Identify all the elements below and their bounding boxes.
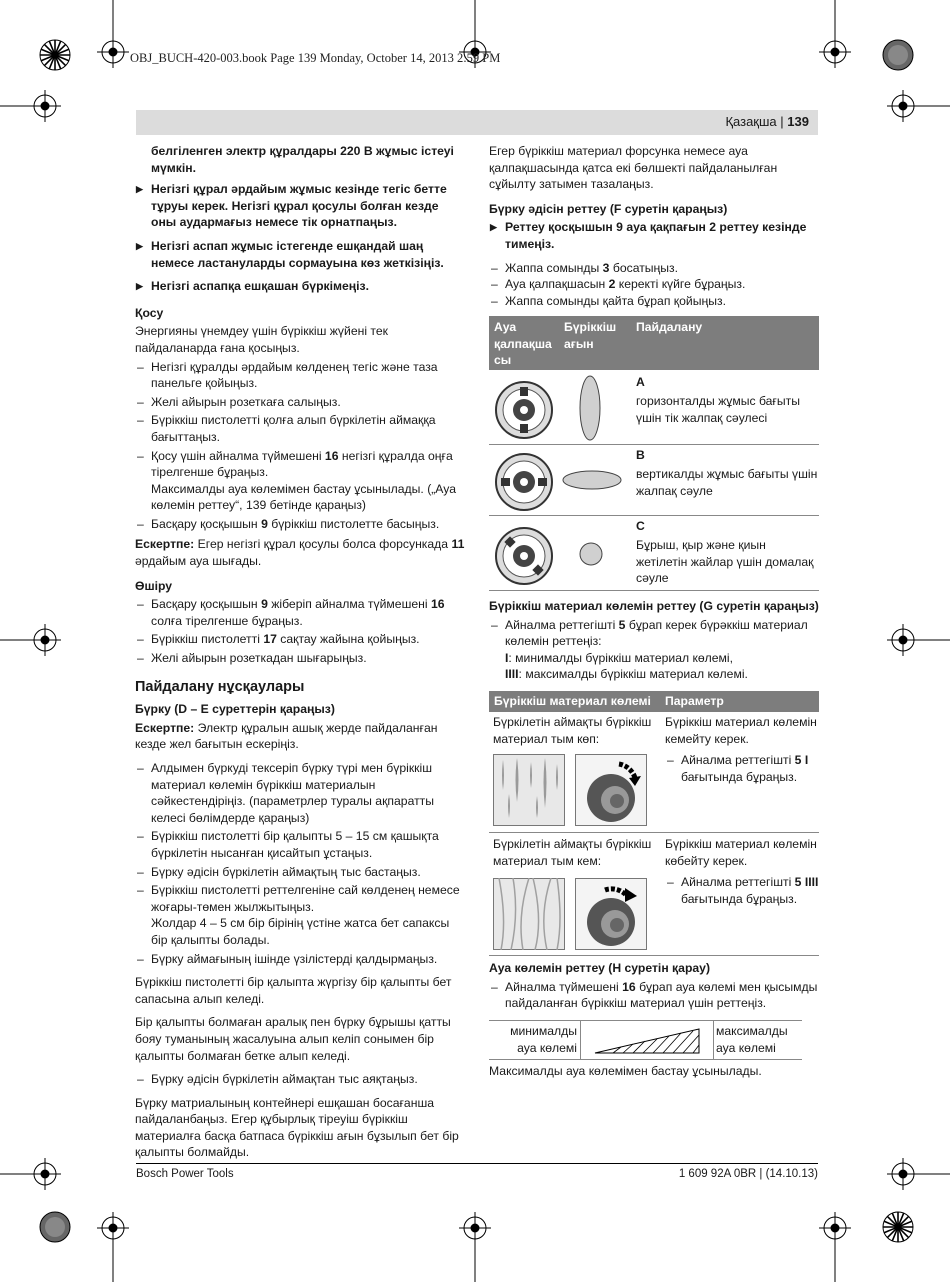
volume-step: – Айналма реттегішті 5 бұрап керек бүрәккіш материал көлемін реттеңіз: <box>489 617 821 650</box>
warning-3: ▶ Негізгі аспапқа ешқашан бүркімеңіз. <box>135 278 465 295</box>
spray-step-3: – Бүрку әдісін бүркілетін аймақтың тыс бастаңыз. <box>135 864 465 881</box>
too-little-condition: Бүркілетін аймақты бүріккіш материал тым кем: <box>493 837 652 868</box>
mode-warning: ▶ Реттеу қосқышын 9 ауа қақпағын 2 реттеу кезінде тимеңіз. <box>489 219 821 252</box>
col-parameter: Параметр <box>665 694 724 708</box>
material-volume-table <box>489 691 819 956</box>
paragraph-1: Бүріккіш пистолетті бір қалыпта жүргізу бір қалыпты бет сапасына алып келеді. <box>135 975 452 1006</box>
round-jet-icon <box>578 541 604 567</box>
connect-note: Ескертпе: Егер негізгі құрал қосулы болса форсункада 11 әрдайым ауа шығады. <box>135 537 465 569</box>
warning-2: ▶ Негізгі аспап жұмыс істегенде ешқандай шаң немесе ластануларды сормауына көз жеткізіңіз. <box>135 238 465 271</box>
pattern-b-letter: B <box>636 448 645 462</box>
paragraph-3: Бүрку матриалының контейнері ешқашан босағанша пайдаланбаңыз. Егер құбырлық тіреуіш бүріккіш материалға басқа батпаса бүріккіш ағын бұзылып бет бір қалыпты болмайды. <box>135 1095 459 1160</box>
col-material-volume: Бүріккіш материал көлемі <box>494 694 651 708</box>
header-separator: | <box>780 114 784 129</box>
too-much-action: Бүріккіш материал көлемін кемейту керек. <box>665 715 817 746</box>
air-cap-a-icon <box>494 380 554 440</box>
spray-step-1: – Алдымен бүркуді тексеріп бүрку түрі мен бүріккіш материал көлемін бүріккіш материалын сәйкестендіріңіз. (параметрлер туралы ақпаратты келесі бөлімдерде қараңыз) <box>135 760 465 826</box>
air-volume-section <box>489 960 821 1012</box>
spray-gun-decrease-icon <box>575 754 647 826</box>
mode-heading: Бүрку әдісін реттеу (F суретін қараңыз) <box>489 201 728 216</box>
material-row-too-little <box>489 833 819 956</box>
off-heading: Өшіру <box>135 578 173 593</box>
off-step-1: – Басқару қосқышын 9 жіберіп айналма түймешені 16 солға тірелгенше бұраңыз. <box>135 596 465 629</box>
air-step: – Айналма түймешені 16 бұрап ауа көлемі мен қысымды пайдаланған бүріккіш материал үшін реттеңіз. <box>489 979 821 1012</box>
right-column <box>489 143 821 309</box>
connect-step-1: – Негізгі құралды әрдайым көлденең тегіс және таза панельге қойыңыз. <box>135 359 465 392</box>
page-header-bar <box>136 110 818 135</box>
pattern-row-a <box>489 370 819 445</box>
air-heading: Ауа көлемін реттеу (H суретін қарау) <box>489 961 710 975</box>
pattern-c-text: Бұрыш, қыр және қиын жетілетін жайлар үшін домалақ сәуле <box>636 538 814 586</box>
spray-note: Ескертпе: Электр құралын ашық жерде пайдаланған кезде жел бағытын ескеріңіз. <box>135 720 438 752</box>
off-step-3: – Желі айырын розеткадан шығарыңыз. <box>135 650 465 667</box>
connect-step-3: – Бүріккіш пистолетті қолға алып бүркілетін аймаққа бағыттаңыз. <box>135 412 465 445</box>
air-cap-b-icon <box>494 452 554 512</box>
col-usage: Пайдалану <box>636 320 703 334</box>
pattern-a-letter: A <box>636 375 645 389</box>
drips-icon <box>493 754 565 826</box>
page-header-label <box>725 114 809 131</box>
volume-heading: Бүріккіш материал көлемін реттеу (G суретін қараңыз) <box>489 599 819 613</box>
too-little-sub: – Айналма реттегішті 5 IIII бағытында бұраңыз. <box>665 874 821 907</box>
connect-step-2: – Желі айырын розеткаға салыңыз. <box>135 394 465 411</box>
finish-step: – Бүрку әдісін бүркілетін аймақтан тыс аяқтаңыз. <box>135 1071 465 1088</box>
connect-heading: Қосу <box>135 305 164 320</box>
spray-heading: Бүрку (D – E суреттерін қараңыз) <box>135 702 335 717</box>
spray-step-4-note: Жолдар 4 – 5 см бір бірінің үстіне жатса бет сапаксы бір қалыпты болады. <box>151 916 450 947</box>
left-column <box>135 143 465 1163</box>
mode-step-1: – Жаппа сомынды 3 босатыңыз. <box>489 260 821 277</box>
too-much-condition: Бүркілетін аймақты бүріккіш материал тым көп: <box>493 715 652 746</box>
connect-intro: Энергияны үнемдеу үшін бүріккіш жүйені тек пайдаланарда ғана қосыңыз. <box>135 324 388 355</box>
connect-step-4: – Қосу үшін айналма түймешені 16 негізгі құралда оңға тірелгенше бұраңыз. <box>135 448 465 481</box>
pattern-row-c <box>489 516 819 591</box>
air-volume-scale <box>489 1020 802 1060</box>
spray-step-2: – Бүріккіш пистолетті бір қалыпты 5 – 15 см қашықта бүркілетін нысанған қисайтып ұстаңыз. <box>135 828 465 861</box>
material-row-too-much <box>489 712 819 833</box>
horizontal-ellipse-jet-icon <box>561 467 623 493</box>
air-volume-wedge-icon <box>593 1027 701 1055</box>
mode-step-2: – Ауа қалпақшасын 2 керекті күйге бұраңыз. <box>489 276 821 293</box>
air-max-label: максималды ауа көлемі <box>716 1024 788 1055</box>
air-cap-c-icon <box>494 526 554 586</box>
material-volume-table-header <box>489 691 819 712</box>
usage-heading: Пайдалану нұсқаулары <box>135 678 305 695</box>
spray-step-4: – Бүріккіш пистолетті реттелгеніне сай көлденең немесе жоғары-төмен жылжытыңыз. <box>135 882 465 915</box>
right-top-paragraph: Егер бүріккіш материал форсунка немесе ауа қалпақшасында қатса екі бөлшекті пайдаланылған сұйылту затымен тазалаңыз. <box>489 144 778 192</box>
footer-rule <box>136 1163 818 1164</box>
warning-1: ▶ Негізгі құрал әрдайым жұмыс кезінде тегіс бетте тұруы керек. Негізгі құрал қосулы болған кезде оны аудармағыз немесе тік орнатпаңыз. <box>135 181 465 231</box>
mode-step-3: – Жаппа сомынды қайта бұрап қойыңыз. <box>489 293 821 310</box>
air-min-label: минималды ауа көлемі <box>510 1024 577 1055</box>
pattern-c-letter: C <box>636 519 645 533</box>
print-header: OBJ_BUCH-420-003.book Page 139 Monday, October 14, 2013 2:59 PM <box>130 51 501 65</box>
vertical-ellipse-jet-icon <box>577 374 603 442</box>
header-language: Қазақша <box>725 114 777 129</box>
connect-step-5: – Басқару қосқышын 9 бүріккіш пистолетте басыңыз. <box>135 516 465 533</box>
spray-pattern-table-header <box>489 316 819 370</box>
volume-min: I: минималды бүріккіш материал көлемі, <box>505 650 733 665</box>
pattern-b-text: вертикалды жұмыс бағыты үшін жалпақ сәуле <box>636 467 818 498</box>
col-spray-jet: Бүріккіш ағын <box>564 320 617 351</box>
wood-grain-icon <box>493 878 565 950</box>
volume-section <box>489 598 821 683</box>
connect-step-4-note: Максималды ауа көлемімен бастау ұсынылады. („Ауа көлемін реттеу“, 139 бетінде қараңыз) <box>151 481 457 513</box>
spray-pattern-table <box>489 316 819 591</box>
header-page-number: 139 <box>787 114 809 129</box>
paragraph-2: Бір қалыпты болмаған аралық пен бүрку бұрышы қатты бояу туманының жасалуына алып келіп сонымен бір қалыпты болмаған бетке алып келеді. <box>135 1015 451 1063</box>
volume-max: IIII: максималды бүріккіш материал көлемі. <box>505 667 748 682</box>
spray-gun-increase-icon <box>575 878 647 950</box>
col-air-cap: Ауа қалпақша сы <box>494 320 552 368</box>
air-note: Максималды ауа көлемімен бастау ұсынылады. <box>489 1064 762 1078</box>
pattern-a-text: горизонталды жұмыс бағыты үшін тік жалпақ сәулесі <box>636 394 800 425</box>
intro-bold: белгіленген электр құралдары 220 В жұмыс істеуі мүмкін. <box>151 144 454 175</box>
footer-left: Bosch Power Tools <box>136 1168 234 1180</box>
too-little-action: Бүріккіш материал көлемін көбейту керек. <box>665 837 817 868</box>
pattern-row-b <box>489 445 819 516</box>
footer-right: 1 609 92A 0BR | (14.10.13) <box>678 1168 818 1180</box>
off-step-2: – Бүріккіш пистолетті 17 сақтау жайына қойыңыз. <box>135 631 465 648</box>
spray-step-5: – Бүрку аймағының ішінде үзілістерді қалдырмаңыз. <box>135 951 465 968</box>
too-much-sub: – Айналма реттегішті 5 I бағытында бұраңыз. <box>665 752 821 785</box>
